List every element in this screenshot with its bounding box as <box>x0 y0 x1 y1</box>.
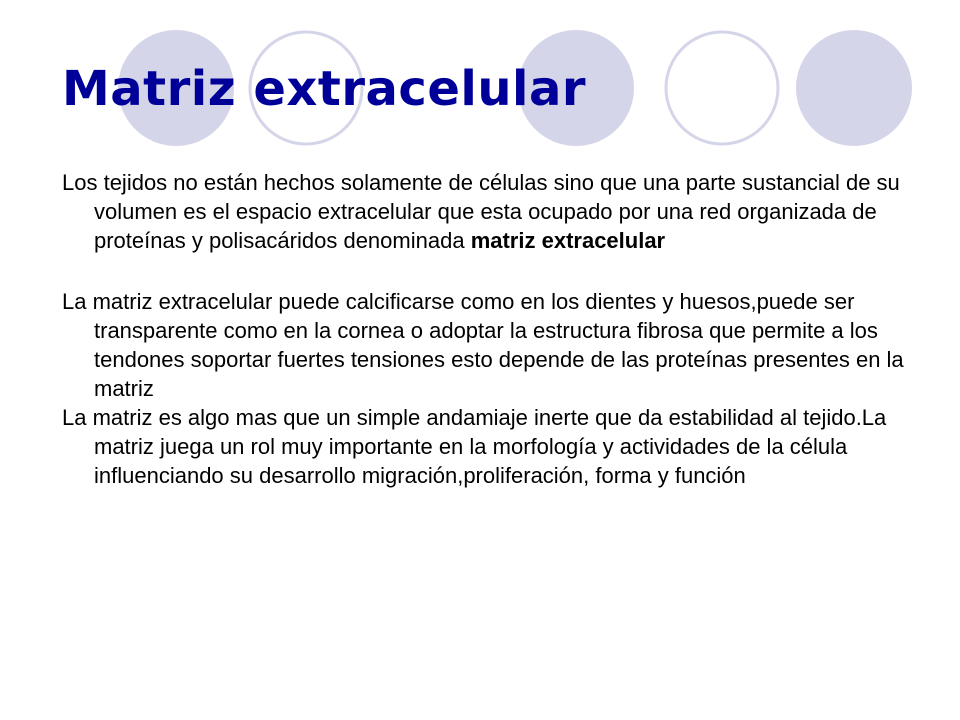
paragraph-1-bold-term: matriz extracelular <box>470 228 666 253</box>
paragraph-1 <box>62 168 922 255</box>
paragraph-3: La matriz es algo mas que un simple andamiaje inerte que da estabilidad al tejido.La matriz juega un rol muy importante en la morfología y actividades de la célula influenciando su desarrollo migración,proliferación, forma y función <box>62 405 887 488</box>
slide-body <box>62 168 922 490</box>
paragraph-spacer <box>62 255 922 287</box>
paragraph-1-text: Los tejidos no están hechos solamente de células sino que una parte sustancial de su volumen es el espacio extracelular que esta ocupado por una red organizada de proteínas y polisacáridos denominada <box>62 170 900 253</box>
decor-circle-outline <box>666 32 778 144</box>
slide-title: Matriz extracelular <box>62 61 587 117</box>
paragraph-2: La matriz extracelular puede calcificarse como en los dientes y huesos,puede ser transparente como en la cornea o adoptar la estructura fibrosa que permite a los tendones soportar fuertes tensiones esto depende de las proteínas presentes en la matriz <box>62 289 904 401</box>
decor-circle-filled <box>796 30 912 146</box>
